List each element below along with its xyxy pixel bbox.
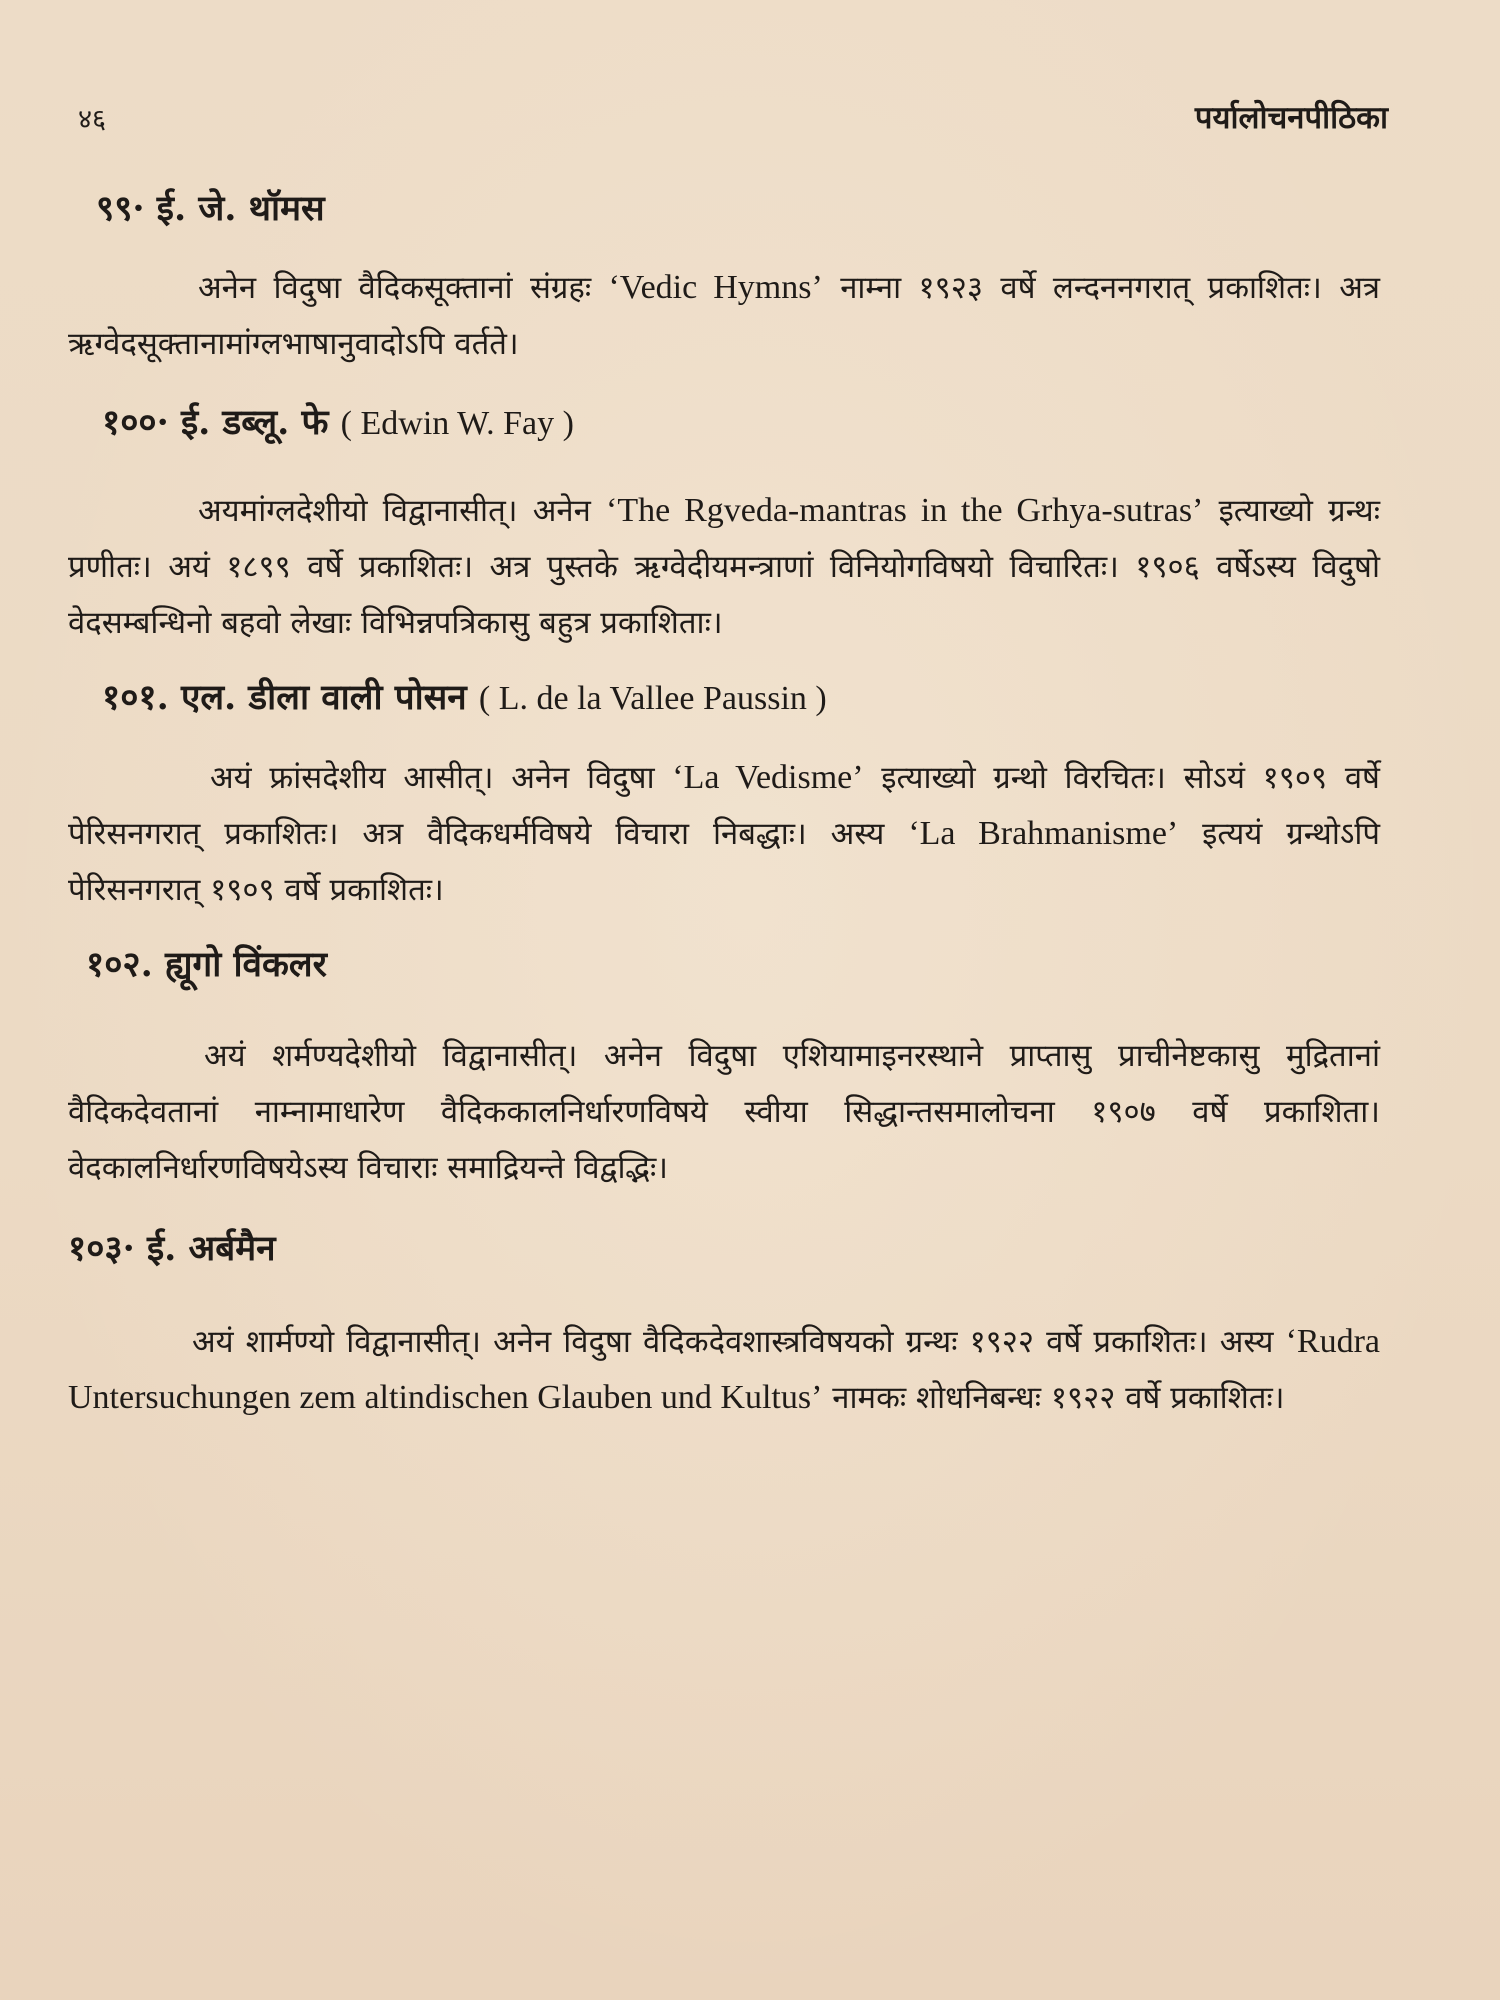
entry-heading-text: ९९· ई. जे. थॉमस (96, 188, 325, 229)
entry-text-segment: नाम्ना १९२३ वर्षे लन्दननगरात् प्रकाशितः। अत्र ऋग्वेदसूक्तानामांग्लभाषानुवादोऽपि वर्तते। (68, 270, 1380, 362)
entry-text-segment: अयं शार्मण्यो विद्वानासीत्। अनेन विदुषा वैदिकदेवशास्त्रविषयको ग्रन्थः १९२२ वर्षे प्रकाशितः। अस्य (192, 1324, 1286, 1360)
entry-heading-text: १००· ई. डब्लू. फे (102, 402, 329, 443)
book-title: ‘La Brahmanisme’ (908, 815, 1179, 852)
entry-101 (68, 673, 1380, 918)
entry-paragraph (68, 1028, 1380, 1196)
page-number: ४६ (78, 104, 107, 135)
page-body (68, 184, 1380, 1448)
entry-heading (68, 673, 1380, 724)
book-title: ‘Rudra Untersuchungen zem altindischen Glauben und Kultus’ (68, 1323, 1380, 1416)
book-title: ‘Vedic Hymns’ (608, 269, 823, 306)
entry-103 (68, 1224, 1380, 1426)
entry-text-segment: अनेन विदुषा वैदिकसूक्तानां संग्रहः (198, 270, 609, 306)
book-title: ‘The Rgveda-mantras in the Grhya-sutras’ (606, 492, 1204, 529)
entry-heading-latin-name: ( L. de la Vallee Paussin ) (478, 680, 827, 717)
entry-paragraph (68, 750, 1380, 918)
entry-heading (68, 940, 1380, 990)
entry-heading (68, 184, 1380, 234)
book-title: ‘La Vedisme’ (672, 759, 864, 796)
entry-heading-latin-name: ( Edwin W. Fay ) (340, 405, 574, 442)
entry-heading (68, 398, 1380, 449)
entry-heading-text: १०२. ह्यूगो विंकलर (86, 944, 327, 985)
entry-text-segment: अयमांग्लदेशीयो विद्वानासीत्। अनेन (198, 493, 607, 529)
entry-text-segment: अयं शर्मण्यदेशीयो विद्वानासीत्। अनेन विदुषा एशियामाइनरस्थाने प्राप्तासु प्राचीनेष्टकासु मुद्रितानां वैदिकदेवतानां नाम्नामाधारेण वैदिककालनिर्धारणविषये स्वीया सिद्धान्तसमालोचना १९०७ वर्षे प्रकाशिता। वेदकालनिर्धारणविषयेऽस्य विचाराः समाद्रियन्ते विद्वद्भिः। (68, 1038, 1380, 1186)
entry-text-segment: अयं फ्रांसदेशीय आसीत्। अनेन विदुषा (210, 760, 673, 796)
entry-99 (68, 184, 1380, 372)
entry-102 (68, 940, 1380, 1196)
entry-text-segment: इत्याख्यो ग्रन्थो विरचितः। सोऽयं १९०९ वर्षे पेरिसनगरात् प्रकाशितः। अत्र वैदिकधर्मविषये विचारा निबद्धाः। अस्य (68, 760, 1380, 852)
entry-text-segment: इत्ययं ग्रन्थोऽपि पेरिसनगरात् १९०९ वर्षे प्रकाशितः। (68, 816, 1380, 908)
entry-paragraph (68, 1314, 1380, 1426)
entry-100 (68, 398, 1380, 651)
entry-text-segment: इत्याख्यो ग्रन्थः प्रणीतः। अयं १८९९ वर्षे प्रकाशितः। अत्र पुस्तके ऋग्वेदीयमन्त्राणां विनियोगविषयो विचारितः। १९०६ वर्षेऽस्य विदुषो वेदसम्बन्धिनो बहवो लेखाः विभिन्नपत्रिकासु बहुत्र प्रकाशिताः। (68, 493, 1380, 641)
running-head (78, 96, 1388, 136)
entry-heading-text: १०१. एल. डीला वाली पोसन (102, 677, 467, 718)
running-title: पर्यालोचनपीठिका (1194, 100, 1388, 136)
entry-text-segment: नामकः शोधनिबन्धः १९२२ वर्षे प्रकाशितः। (822, 1380, 1285, 1416)
entry-paragraph (68, 260, 1380, 372)
entry-heading (68, 1224, 1380, 1274)
entry-paragraph (68, 483, 1380, 651)
entry-heading-text: १०३· ई. अर्बमैन (68, 1228, 276, 1269)
